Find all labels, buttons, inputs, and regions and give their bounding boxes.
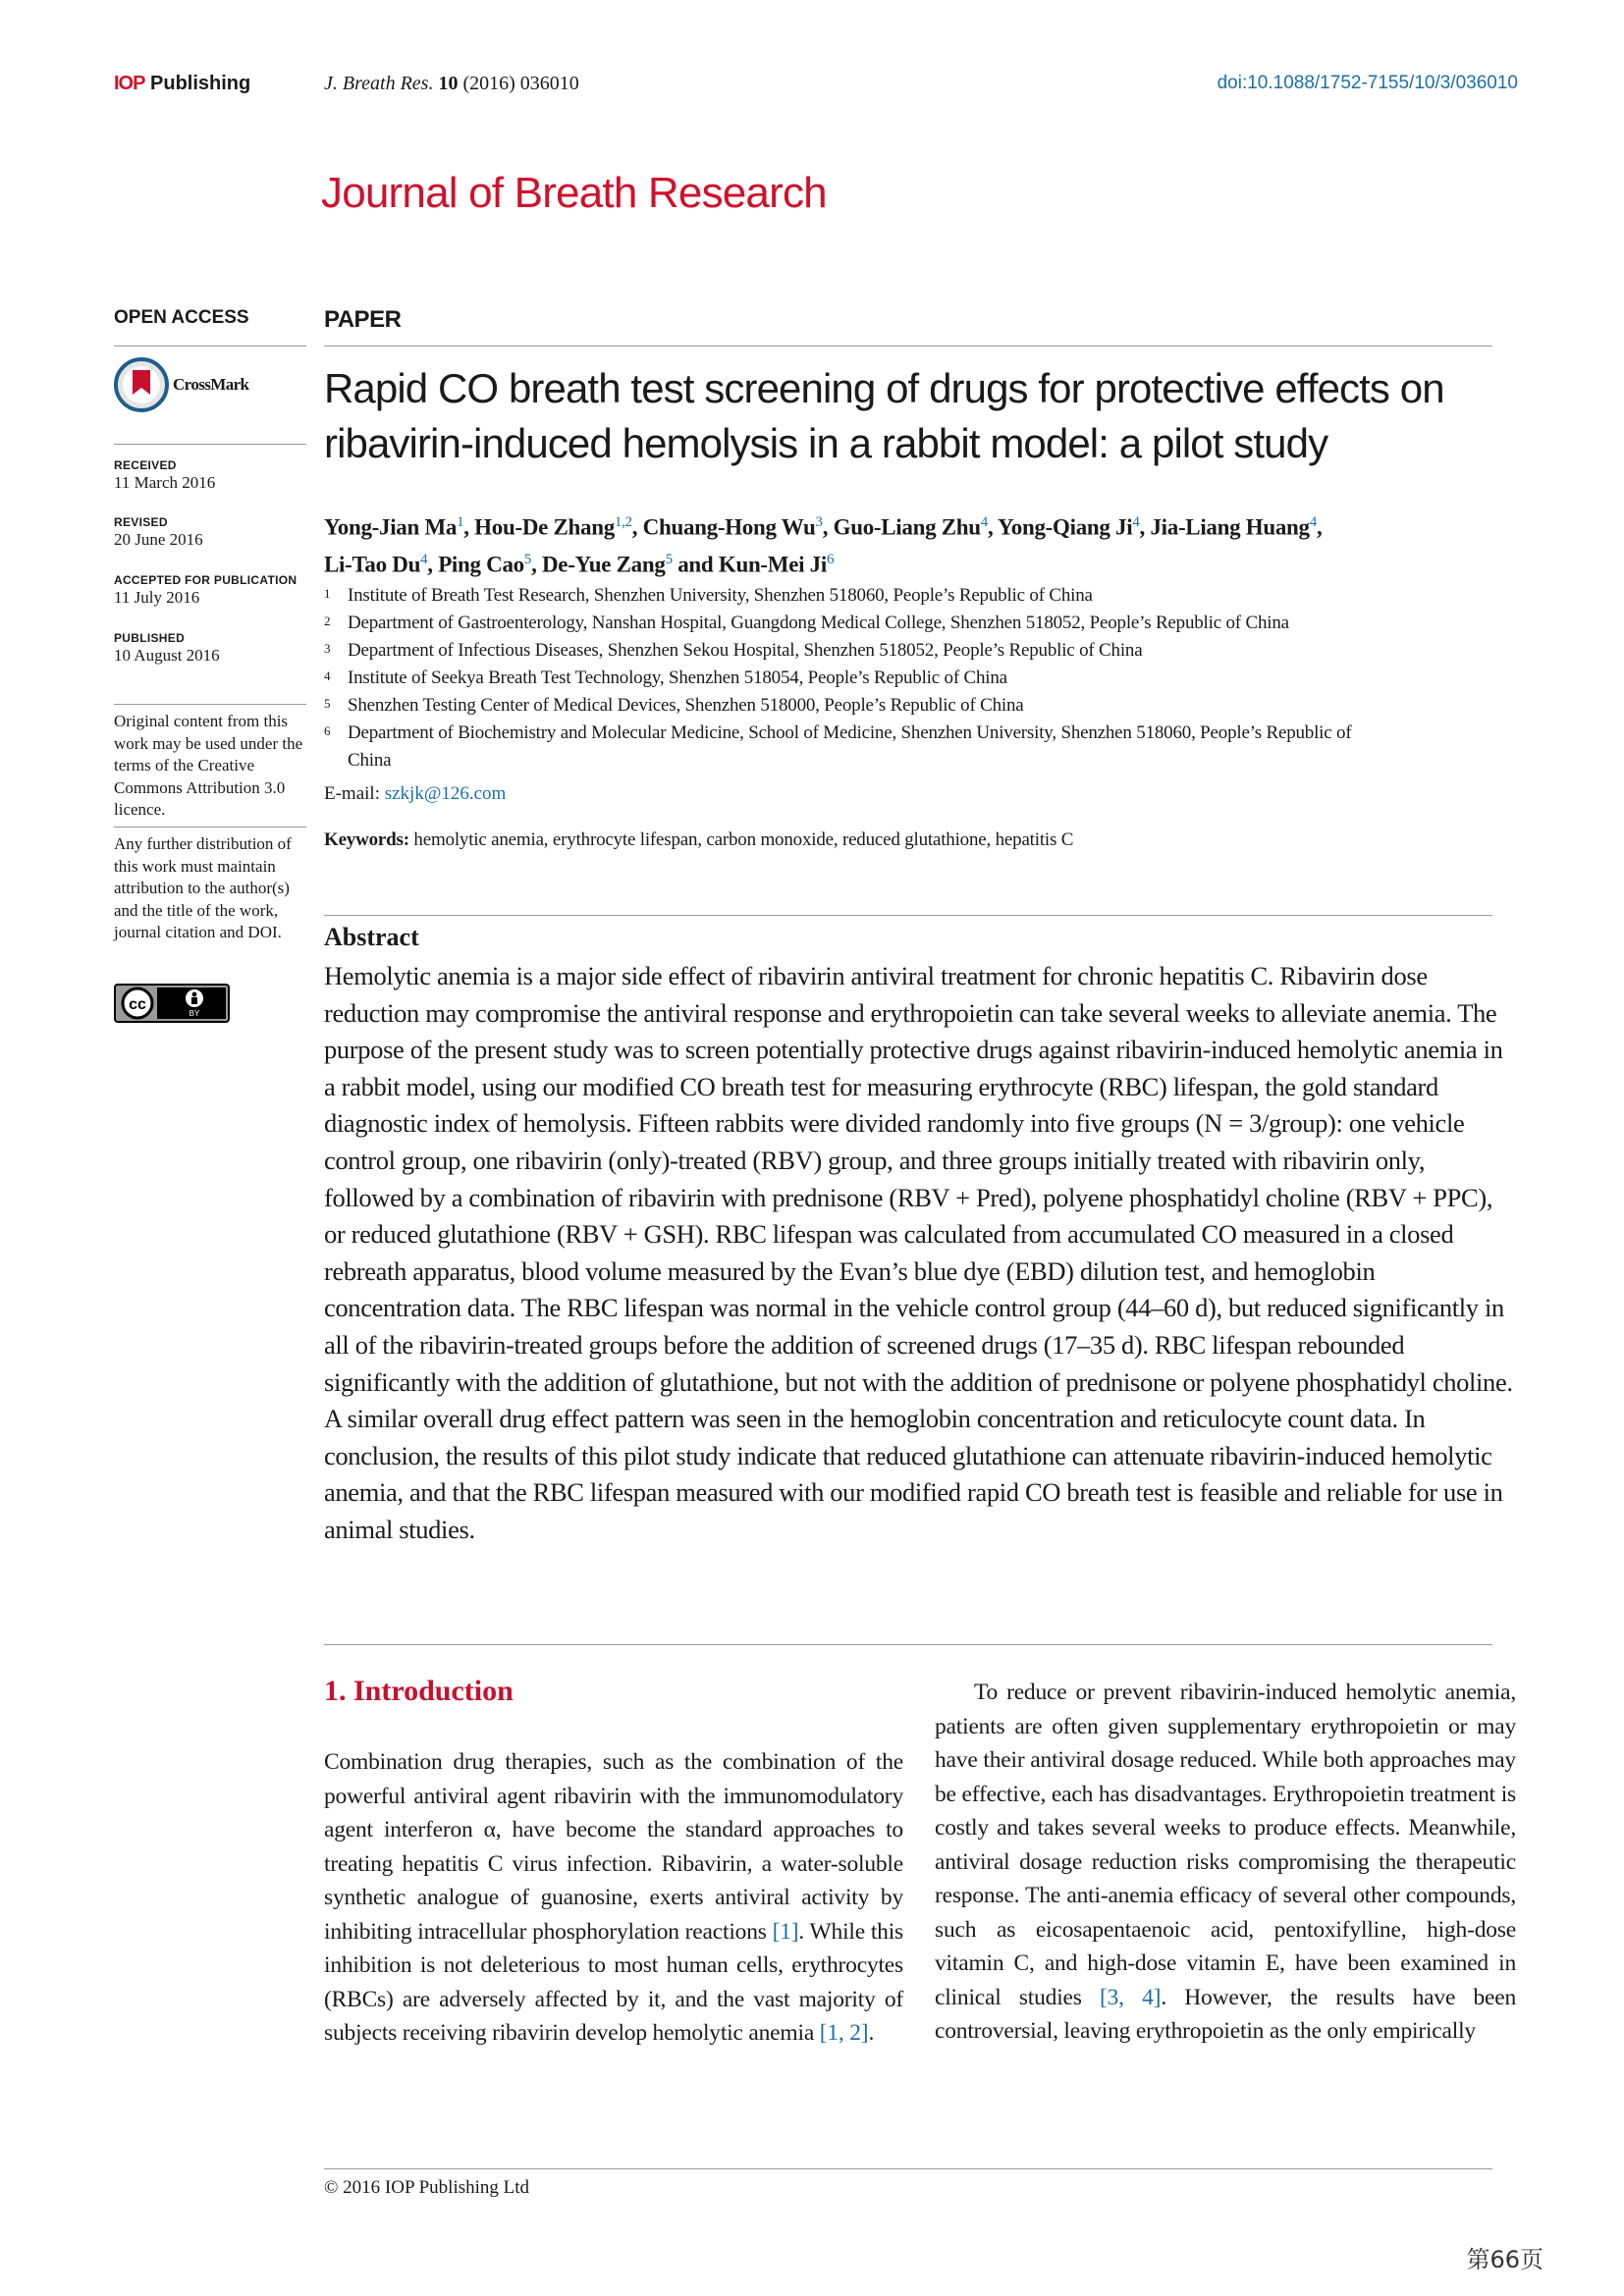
citation-link[interactable]: [1, 2] [819,2020,869,2046]
author-affiliation[interactable]: 3 [815,514,823,530]
journal-volume: 10 [438,73,459,94]
and-word: and [677,552,714,577]
affiliation-number: 1 [324,586,331,601]
affiliation-text: Institute of Seekya Breath Test Technology, Shenzhen 518054, People’s Republic of China [348,667,1007,688]
accepted-date: 11 July 2016 [114,588,200,607]
open-access-label: OPEN ACCESS [114,307,249,328]
footer-divider [324,2168,1492,2169]
received-label: RECEIVED [114,458,177,472]
doi-link[interactable]: doi:10.1088/1752-7155/10/3/036010 [1217,73,1518,93]
intro-text: To reduce or prevent ribavirin-induced hemolytic anemia, patients are often given supplementary erythropoietin or may have their antiviral dosage reduced. While both approaches may be effective, each has disadvantages. Erythropoietin treatment is costly and takes several weeks to produce effects. Meanwhile, antiviral dosage reduction risks compromising the therapeutic response. The anti-anemia efficacy of several other compounds, such as eicosapentaenoic acid, pentoxifylline, high-dose vitamin C, and high-dose vitamin E, have been examined in clinical studies [935,1680,1516,2010]
author-list: Yong-Jian Ma$^1$, Hou-De Zhang$^{1,2}$, Chuang-Hong Wu$^3$, Guo-Liang Zhu$^4$, Yong-Qiang Ji$^4$, Jia-Liang Huang$^4$, Li-Tao Du$^4$, Ping Cao$^5$, De-Yue Zang$^5$ and Kun-Mei Ji$^6$ [324,514,1323,577]
cc-mark: cc [129,996,146,1013]
author-affiliation[interactable]: 1 [457,514,464,530]
email-label: E-mail: [324,783,380,804]
sidebar-divider [114,827,306,828]
intro-left-column [324,1745,903,2051]
journal-year-article: (2016) 036010 [462,73,579,94]
abstract-top-divider [324,915,1492,916]
publisher-word: Publishing [150,73,251,94]
author-affiliation[interactable]: 1,2 [614,514,632,530]
intro-right-column [935,1676,1516,2049]
abstract-body: Hemolytic anemia is a major side effect of ribavirin antiviral treatment for chronic hepatitis C. Ribavirin dose reduction may compromise the antiviral response and erythropoietin can take several weeks to alleviate anemia. The purpose of the present study was to screen potentially protective drugs against ribavirin-induced hemolytic anemia in a rabbit model, using our modified CO breath test for measuring erythrocyte (RBC) lifespan, the gold standard diagnostic index of hemolysis. Fifteen rabbits were divided randomly into five groups (N = 3/group): one vehicle control group, one ribavirin (only)-treated (RBV) group, and three groups initially treated with ribavirin only, followed by a combination of ribavirin with prednisone (RBV + Pred), polyene phosphatidyl choline (RBV + PPC), or reduced glutathione (RBV + GSH). RBC lifespan was calculated from accumulated CO measured in a closed rebreath apparatus, blood volume measured by the Evan’s blue dye (EBD) dilution test, and hemoglobin concentration data. The RBC lifespan was normal in the vehicle control group (44–60 d), but reduced significantly in all of the ribavirin-treated groups before the addition of screened drugs (17–35 d). RBC lifespan rebounded significantly with the addition of glutathione, but not with the addition of prednisone or polyene phosphatidyl choline. A similar overall drug effect pattern was seen in the hemoglobin concentration and reticulocyte count data. In conclusion, the results of this pilot study indicate that reduced glutathione can attenuate ribavirin-induced hemolytic anemia, and that the RBC lifespan measured with our modified rapid CO breath test is feasible and reliable for use in animal studies. [324,961,1513,1544]
section-label: PAPER [324,306,402,333]
revised-label: REVISED [114,515,168,529]
author-affiliation[interactable]: 4 [1132,514,1140,530]
author-affiliation[interactable]: 4 [1309,514,1317,530]
author-name: Ping Cao [438,552,524,577]
author-name: Chuang-Hong Wu [642,514,816,540]
intro-text: . However, the results have been controversial, leaving erythropoietin as the only empirically [935,1984,1517,2044]
page-number: 第66页 [1466,2246,1543,2273]
author-affiliation[interactable]: 5 [523,551,532,567]
keywords-line [324,829,1073,851]
author-name: Hou-De Zhang [474,514,615,540]
license-statement: Original content from this work may be used under the terms of the Creative Commons Attribution 3.0 licence. [114,712,303,819]
intro-text: Combination drug therapies, such as the combination of the powerful antiviral agent ribavirin with the immunomodulatory agent interferon α, have become the standard approaches to treating hepatitis C virus infection. Ribavirin, a water-soluble synthetic analogue of guanosine, exerts antiviral activity by inhibiting intracellular phosphorylation reactions [324,1749,903,1945]
publisher-logo [114,73,250,95]
affiliation-text: Department of Biochemistry and Molecular Medicine, School of Medicine, Shenzhen University, Shenzhen 518060, People’s Republic of China [348,722,1352,771]
abstract-bottom-divider [324,1644,1492,1645]
distribution-statement: Any further distribution of this work must maintain attribution to the author(s) and the title of the work, journal citation and DOI. [114,834,292,941]
author-affiliation[interactable]: 5 [665,551,673,567]
sidebar-divider [114,704,306,705]
introduction-heading: 1. Introduction [324,1675,514,1707]
published-label: PUBLISHED [114,631,186,645]
by-mark: BY [189,1009,200,1018]
citation-link[interactable]: [3, 4] [1100,1984,1162,2010]
author-name: Kun-Mei Ji [718,552,827,577]
author-name: Yong-Qiang Ji [998,514,1133,540]
header-divider [324,346,1492,347]
affiliation-number: 5 [324,696,331,711]
revised-date: 20 June 2016 [114,530,203,549]
sidebar-divider [114,346,306,347]
affiliation-text: Institute of Breath Test Research, Shenzhen University, Shenzhen 518060, People’s Republic of China [348,585,1093,606]
affiliation-number: 6 [324,723,331,738]
author-name: Jia-Liang Huang [1150,514,1310,540]
publisher-mark: IOP [114,73,145,94]
affiliation-number: 3 [324,641,331,656]
cc-by-icon[interactable] [114,984,230,1023]
affiliation-number: 4 [324,668,331,683]
author-name: Yong-Jian Ma [324,514,458,540]
author-name: Li-Tao Du [324,552,421,577]
email-line [324,783,506,805]
sidebar-divider [114,444,306,445]
affiliation-text: Department of Gastroenterology, Nanshan Hospital, Guangdong Medical College, Shenzhen 518052, People’s Republic of China [348,613,1289,633]
published-date: 10 August 2016 [114,646,220,665]
author-affiliation[interactable]: 4 [980,514,988,530]
keywords-list: hemolytic anemia, erythrocyte lifespan, carbon monoxide, reduced glutathione, hepatitis C [413,829,1074,850]
author-name: De-Yue Zang [542,552,666,577]
author-name: Guo-Liang Zhu [833,514,981,540]
journal-name: Journal of Breath Research [321,169,827,217]
author-affiliation[interactable]: 4 [420,551,428,567]
author-affiliation[interactable]: 6 [826,551,835,567]
article-title: Rapid CO breath test screening of drugs for protective effects on ribavirin-induced hemolysis in a rabbit model: a pilot study [324,365,1444,466]
citation-link[interactable]: [1] [772,1918,799,1945]
copyright-notice: © 2016 IOP Publishing Ltd [324,2177,530,2198]
affiliation-text: Shenzhen Testing Center of Medical Devices, Shenzhen 518000, People’s Republic of China [348,695,1024,716]
crossmark-label: CrossMark [173,375,249,394]
affiliation-text: Department of Infectious Diseases, Shenzhen Sekou Hospital, Shenzhen 518052, People’s Republic of China [348,640,1143,661]
email-link[interactable]: szkjk@126.com [384,783,507,804]
received-date: 11 March 2016 [114,473,216,492]
keywords-label: Keywords: [324,829,409,850]
journal-citation [324,73,579,95]
intro-text: . While this inhibition is not deleterious to most human cells, erythrocytes (RBCs) are adversely affected by it, and the vast majority of subjects receiving ribavirin develop hemolytic anemia [324,1918,903,2046]
affiliation-number: 2 [324,614,331,628]
intro-text: . [868,2020,875,2046]
accepted-label: ACCEPTED FOR PUBLICATION [114,573,298,587]
journal-abbrev: J. Breath Res. [324,73,434,94]
abstract-heading: Abstract [324,923,419,951]
